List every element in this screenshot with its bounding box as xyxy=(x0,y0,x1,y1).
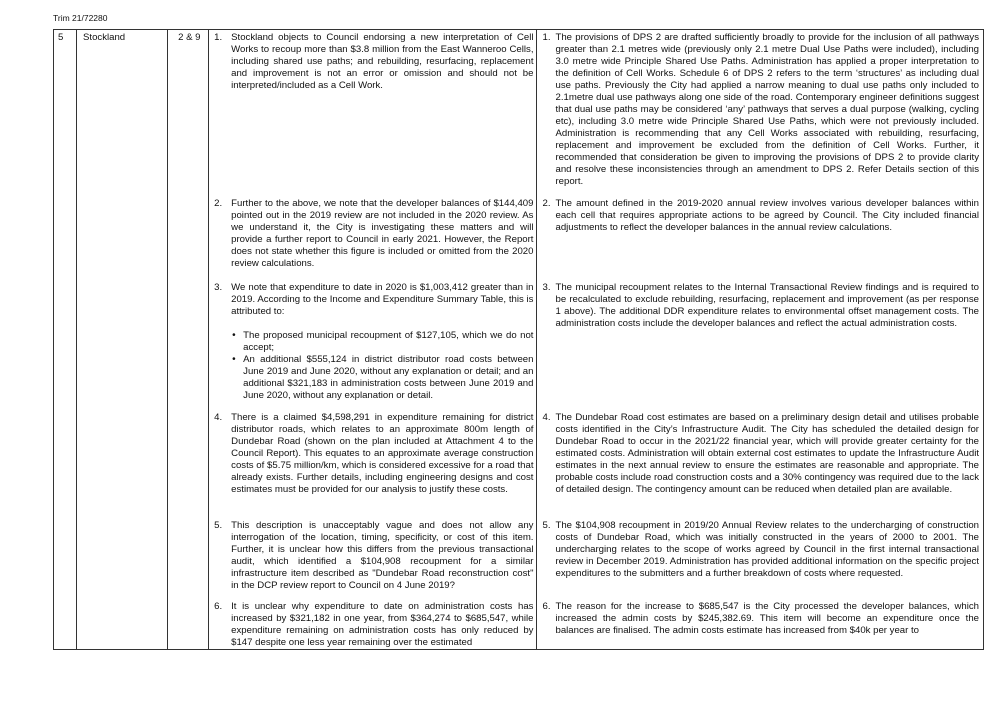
response-number: 2. xyxy=(542,198,551,209)
submissions-table xyxy=(53,29,984,650)
objection-number: 3. xyxy=(214,282,223,293)
objection-text: It is unclear why expenditure to date on administration costs has increased by $321,182 in one year, from $364,274 to $685,547, while expenditure remaining on administration costs has only reduced by $147 despite one less year remaining over the estimated xyxy=(231,601,534,648)
response-number: 1. xyxy=(542,32,551,43)
objection-number: 5. xyxy=(214,520,223,531)
response-text: The $104,908 recoupment in 2019/20 Annual Review relates to the undercharging of construction costs of Dundebar Road, which was initially constructed in the years of 2000 to 2001. The undercharging relates to the scope of works agreed by Council in the first internal transactional review in December 2019. Administration has provided additional information on the specific project expenditures to the submitters and a further breakdown of costs where requested. xyxy=(555,520,979,579)
objection-text: There is a claimed $4,598,291 in expenditure remaining for district distributor roads, which relates to an approximate 800m length of Dundebar Road (shown on the plan included at Attachment 4 to the Council Report). This equates to an approximate average construction costs of $5.75 million/km, which is considered excessive for a road that already exists. Further details, including engineering designs and cost estimates must be provided for our analysis to justify these costs. xyxy=(231,412,534,495)
response-text: The Dundebar Road cost estimates are based on a preliminary design detail and utilises probable costs identified in the City’s Infrastructure Audit. The City has scheduled the detailed design for Dundebar Road to occur in the 2021/22 financial year, which will provide greater certainty for the estimated costs. Administration will obtain external cost estimates to update the Infrastructure Audit estimates in the next annual review to ensure the estimates are reasonable and appropriate. The probable costs include road construction costs and a 30% contingency was required due to the lack of detailed design. The contingency amount can be reduced when detailed plan are available. xyxy=(555,412,979,495)
response-number: 5. xyxy=(542,520,551,531)
page-reference: 2 & 9 xyxy=(168,30,209,650)
responses-cell xyxy=(537,30,984,650)
response-number: 3. xyxy=(542,282,551,293)
response-text: The provisions of DPS 2 are drafted sufficiently broadly to provide for the inclusion of all pathways greater than 2.1 metres wide (previously only 2.1 metre Dual Use Paths were included), including 3.0 metre wide Principle Shared Use Paths. Administration has applied a proper interpretation to the definition of Cell Works. Schedule 6 of DPS 2 refers to the term ‘structures’ as including dual use paths. Previously the City had applied a narrow meaning to dual use paths only included to 2.1metre dual use pathways along one side of the road. Contemporary engineer definitions suggest that dual use paths may be considered ‘any’ pathways that serves a dual purpose (walking, cycling etc), including 3.0 metre wide Principle Shared Use Paths, which were not previously included. Administration is recommending that any Cell Works associated with rebuilding, resurfacing, replacement and improvement be excluded from the definition of Cell Works. Further, it recommended that consideration be given to improving the provisions of DPS 2 to provide clarity and resolve these inconsistencies through an amendment to DPS 2. Refer Details section of this report. xyxy=(555,32,979,187)
response-text: The amount defined in the 2019-2020 annual review involves various developer balances within each cell that requires appropriate actions to be agreed by Council. The City included financial adjustments to reflect the developer balances in the annual review calculations. xyxy=(555,198,979,233)
submitter-name: Stockland xyxy=(77,30,168,650)
trim-reference: Trim 21/72280 xyxy=(53,13,108,23)
objection-number: 4. xyxy=(214,412,223,423)
objection-text: This description is unacceptably vague and does not allow any interrogation of the location, timing, specificity, or cost of this item. Further, it is unclear how this differs from the previous transactional audit, which identified a $104,908 recoupment for a similar infrastructure item described as "Dundebar Road reconstruction cost" in the DCP review report to Council on 4 June 2019? xyxy=(231,520,534,591)
objections-cell xyxy=(209,30,537,650)
response-text: The municipal recoupment relates to the Internal Transactional Review findings and is required to be recalculated to exclude rebuilding, resurfacing, replacement and improvement (as per response 1 above). The additional DDR expenditure relates to environmental offset management costs. The administration costs include the developer balances and reflect the actual administration costs. xyxy=(555,282,979,329)
objection-number: 6. xyxy=(214,601,223,612)
bullet-item: • The proposed municipal recoupment of $127,105, which we do not accept; xyxy=(243,330,533,354)
response-number: 6. xyxy=(542,601,551,612)
objection-text: Stockland objects to Council endorsing a new interpretation of Cell Works to recoup more than $3.8 million from the East Wanneroo Cells, including shared use paths; and rebuilding, resurfacing, replacement and improvement is not an error or omission and should not be interpreted/included as a Cell Work. xyxy=(231,32,534,91)
response-number: 4. xyxy=(542,412,551,423)
objection-text: We note that expenditure to date in 2020 is $1,003,412 greater than in 2019. According to the Income and Expenditure Summary Table, this is attributed to: xyxy=(231,282,534,317)
bullet-item: • An additional $555,124 in district distributor road costs between June 2019 and June 2020, without any explanation or detail; and an additional $321,183 in administration costs between June 2019 and June 2020, without any explanation or detail. xyxy=(243,354,533,402)
objection-text: Further to the above, we note that the developer balances of $144,409 pointed out in the 2019 review are not included in the 2020 review. As we understand it, the City is investigating these matters and will provide a further report to Council in early 2021. However, the Report does not state whether this figure is included or omitted from the 2020 review calculations. xyxy=(231,198,534,269)
submission-number: 5 xyxy=(54,30,77,650)
objection-number: 1. xyxy=(214,32,223,43)
table-row xyxy=(54,30,984,650)
objection-number: 2. xyxy=(214,198,223,209)
response-text: The reason for the increase to $685,547 is the City processed the developer balances, which increased the admin costs by $245,382.69. This item will become an expenditure once the balances are finalised. The admin costs estimate has increased from $40k per year to xyxy=(555,601,979,636)
